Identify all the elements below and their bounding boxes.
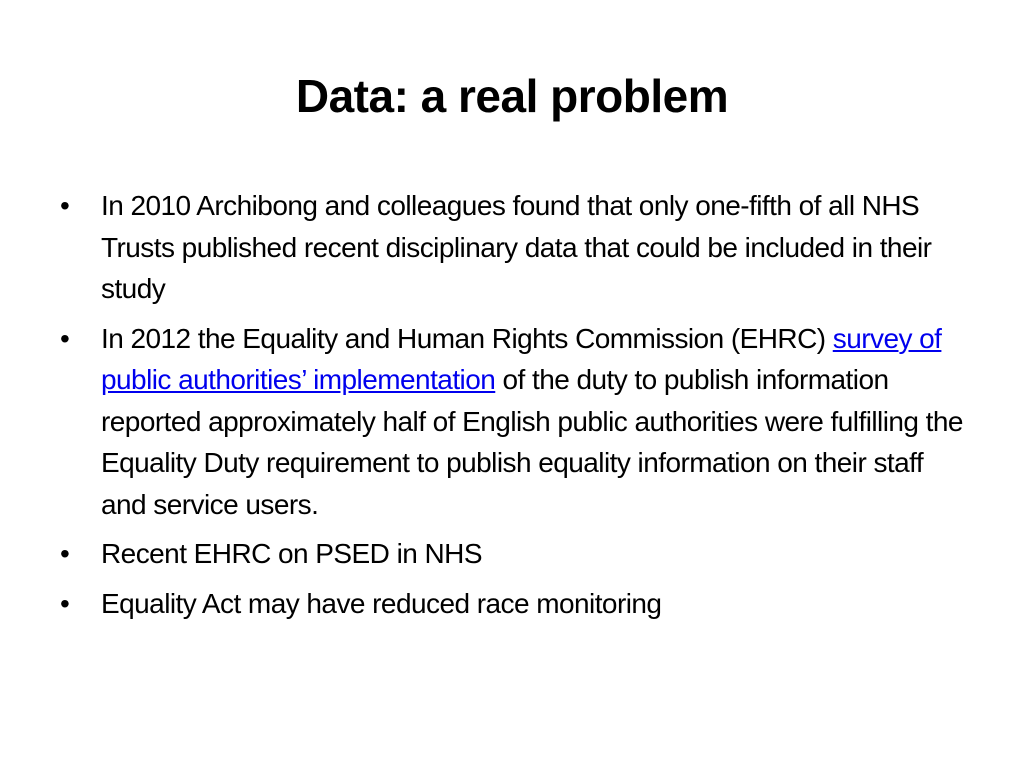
slide-title: Data: a real problem [295,70,729,122]
bullet-icon: • [60,322,70,354]
bullet-item-ehrc-2012 [58,318,970,526]
bullet-item-archibong-2010 [58,185,970,310]
bullet-text: Recent EHRC on PSED in NHS [101,538,482,569]
bullet-text: Equality Act may have reduced race monitoring [101,587,662,619]
ehrc-survey-link[interactable]: survey of public authorities’ implementation [101,322,942,395]
bullet-list [58,185,970,632]
bullet-text-before-link: In 2012 the Equality and Human Rights Commission (EHRC) [101,322,833,354]
bullet-item-ehrc-psed [58,533,970,575]
bullet-item-equality-act [58,583,970,625]
bullet-icon: • [60,190,70,221]
bullet-icon: • [60,587,70,619]
bullet-text: In 2010 Archibong and colleagues found that only one-fifth of all NHS Trusts published recent disciplinary data that could be included in their study [101,190,932,304]
bullet-icon: • [60,538,70,569]
bullet-text-after-link: of the duty to publish information reported approximately half of English public authorities were fulfilling the Equality Duty requirement to publish equality information on their staff and service users. [101,364,963,520]
